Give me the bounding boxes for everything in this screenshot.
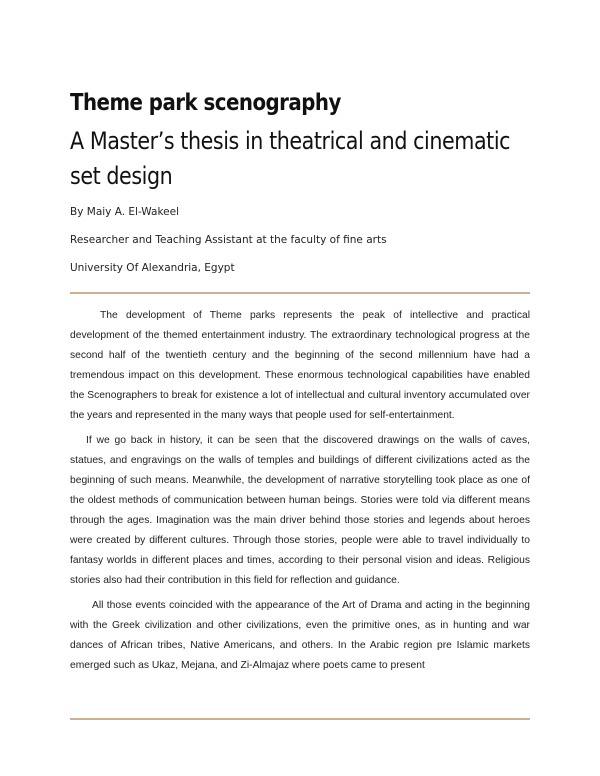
page-title: Theme park scenography xyxy=(70,90,341,116)
paragraph: All those events coincided with the appearance of the Art of Drama and acting in the beginning with the Greek civilization and other civilizations, even the primitive ones, as in hunting and war dances of African tribes, Native Americans, and others. In the Arabic region pre Islamic markets emerged such as Ukaz, Mejana, and Zi-Almajaz where poets came to present xyxy=(70,600,530,671)
university-line: University Of Alexandria, Egypt xyxy=(70,262,235,274)
affiliation-line: Researcher and Teaching Assistant at the faculty of fine arts xyxy=(70,234,387,246)
top-divider xyxy=(70,292,530,294)
body-text xyxy=(70,306,530,676)
author-line: By Maiy A. El-Wakeel xyxy=(70,206,179,218)
paragraph: The development of Theme parks represents the peak of intellective and practical development of the themed entertainment industry. The extraordinary technological progress at the second half of the twentieth century and the beginning of the second millennium have had a tremendous impact on this development. These enormous technological capabilities have enabled the Scenographers to break for existence a lot of intellectual and cultural inventory accumulated over the years and represented in the many ways that people used for self-entertainment. xyxy=(70,310,530,421)
paragraph: If we go back in history, it can be seen that the discovered drawings on the walls of caves, statues, and engravings on the walls of temples and buildings of different civilizations acted as the beginning of such means. Meanwhile, the development of narrative storytelling took place as one of the oldest methods of communication between human beings. Stories were told via different means through the ages. Imagination was the main driver behind those stories and legends about heroes were created by different cultures. Through those stories, people were able to travel individually to fantasy worlds in different places and times, according to their personal vision and ideas. Religious stories also had their contribution in this field for reflection and guidance. xyxy=(70,435,530,586)
page-subtitle: A Master’s thesis in theatrical and cinematic set design xyxy=(70,127,511,190)
bottom-divider xyxy=(70,718,530,720)
